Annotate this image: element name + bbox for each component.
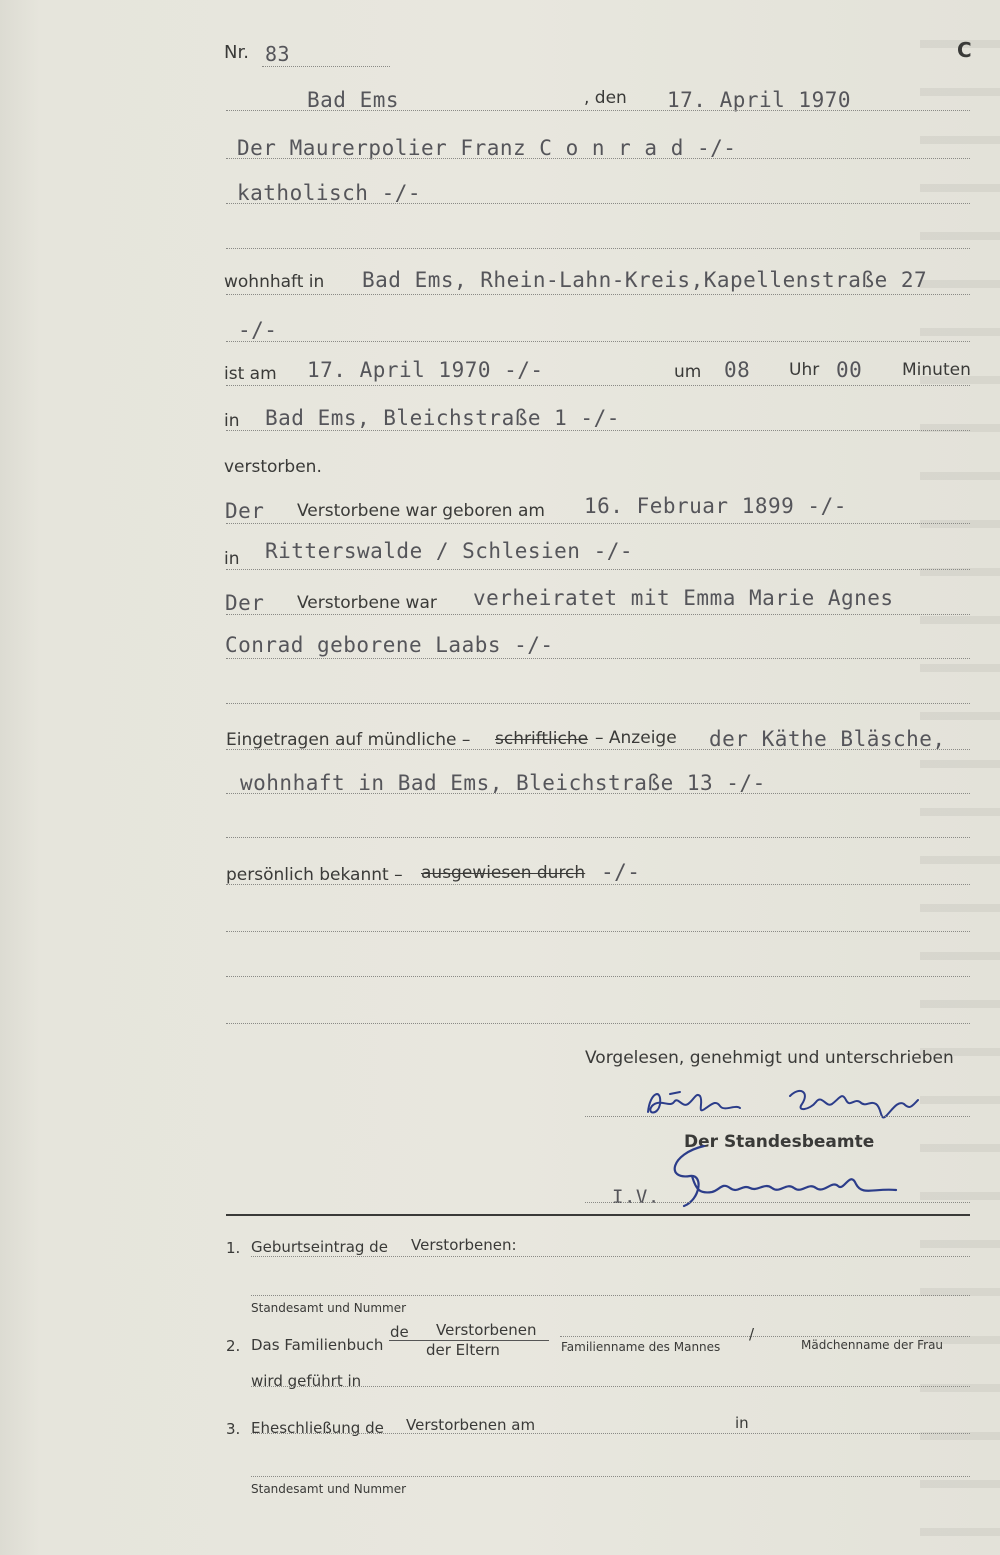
footer-item1-rule (251, 1256, 970, 1257)
death-place-rule (226, 430, 970, 431)
footer-divider (226, 1214, 970, 1216)
footer-item3-num: 3. (226, 1420, 241, 1438)
footer-item1-value: Verstorbenen: (411, 1236, 517, 1254)
footer-item2-label: Das Familienbuch (251, 1336, 384, 1354)
um-label: um (674, 362, 702, 382)
minuten-label: Minuten (902, 360, 971, 380)
person-line-3-rule (226, 248, 970, 249)
footer-item3-label: Eheschließung de (251, 1419, 384, 1437)
death-place: Bad Ems, Bleichstraße 1 -/- (265, 406, 620, 430)
footer-item1-num: 1. (226, 1239, 241, 1257)
birth-label: Verstorbene war geboren am (297, 501, 545, 521)
uhr-label: Uhr (789, 360, 820, 380)
identity-value: -/- (601, 860, 641, 884)
footer-item2-slash: / (749, 1325, 755, 1343)
residence-rule (226, 294, 970, 295)
registrar-label: Der Standesbeamte (684, 1132, 875, 1152)
footer-item3-rule-2 (251, 1476, 970, 1477)
identity-label-strike: ausgewiesen durch (421, 863, 586, 883)
registrar-signature-rule (585, 1202, 970, 1203)
report-rule-1 (226, 749, 970, 750)
footer-item1-label: Geburtseintrag de (251, 1238, 388, 1256)
report-value-1: der Käthe Bläsche, (709, 727, 946, 751)
identity-rule-3 (226, 976, 970, 977)
identity-rule-1 (226, 884, 970, 885)
birth-place-label: in (224, 549, 240, 569)
header-line (226, 110, 970, 111)
footer-item2-opt1: Verstorbenen (436, 1321, 537, 1339)
birth-place-rule (226, 569, 970, 570)
footer-item2-caption-man: Familienname des Mannes (561, 1340, 721, 1354)
footer-item1-caption: Standesamt und Nummer (251, 1301, 407, 1315)
footer-item3-in: in (735, 1414, 749, 1432)
nr-value: 83 (265, 42, 291, 66)
verstorben-label: verstorben. (224, 457, 322, 477)
report-rule-3 (226, 837, 970, 838)
person-line-2-rule (226, 203, 970, 204)
corner-letter: C (957, 38, 972, 62)
marital-value-2: Conrad geborene Laabs -/- (225, 633, 554, 657)
identity-label-a: persönlich bekannt – (226, 865, 403, 885)
residence-label: wohnhaft in (224, 272, 325, 292)
registrar-signature (660, 1140, 910, 1210)
nr-line (262, 66, 390, 67)
report-label-a: Eingetragen auf mündliche – (226, 730, 471, 750)
identity-rule-2 (226, 931, 970, 932)
marital-value-1: verheiratet mit Emma Marie Agnes (473, 586, 894, 610)
death-date: 17. April 1970 -/- (307, 358, 544, 382)
footer-item2-kept: wird geführt in (251, 1372, 362, 1390)
marital-rule-1 (226, 614, 970, 615)
birth-date: 16. Februar 1899 -/- (584, 494, 847, 518)
death-hour: 08 (724, 358, 751, 382)
death-date-label: ist am (224, 364, 277, 384)
footer-item2-rule (251, 1386, 970, 1387)
birth-date-rule (226, 523, 970, 524)
birth-place: Ritterswalde / Schlesien -/- (265, 539, 634, 563)
report-label-strike: schriftliche (495, 729, 589, 749)
den-label: , den (584, 88, 627, 108)
residence-value-cont: -/- (238, 318, 278, 342)
birth-der-label: Der (225, 499, 265, 523)
report-rule-2 (226, 793, 970, 794)
identity-rule-4 (226, 1023, 970, 1024)
footer-item2-de: de (390, 1323, 409, 1341)
death-place-label: in (224, 411, 240, 431)
person-line-2: katholisch -/- (237, 181, 422, 205)
footer-item1-rule-2 (251, 1295, 970, 1296)
death-minutes: 00 (836, 358, 863, 382)
iv-label: I.V. (612, 1186, 660, 1208)
read-approved-label: Vorgelesen, genehmigt und unterschrieben (585, 1048, 954, 1068)
marital-label: Verstorbene war (297, 593, 437, 613)
footer-item3-rule (251, 1433, 970, 1434)
footer-item2-num: 2. (226, 1337, 241, 1355)
header-place: Bad Ems (307, 88, 400, 112)
report-value-2: wohnhaft in Bad Ems, Bleichstraße 13 -/- (240, 771, 766, 795)
footer-item2-name-rule (560, 1336, 970, 1337)
report-label-b: – Anzeige (595, 728, 677, 748)
informant-signature (640, 1082, 930, 1130)
footer-item2-caption-woman: Mädchenname der Frau (801, 1338, 944, 1352)
residence-value: Bad Ems, Rhein-Lahn-Kreis,Kapellenstraße 27 (362, 268, 928, 292)
death-date-rule (226, 385, 970, 386)
footer-item2-opt2: der Eltern (426, 1341, 500, 1359)
informant-signature-rule (585, 1116, 970, 1117)
marital-der-label: Der (225, 591, 265, 615)
marital-rule-2 (226, 658, 970, 659)
nr-label: Nr. (224, 42, 249, 63)
footer-item3-value: Verstorbenen am (406, 1416, 536, 1434)
bleed-through-shadow (920, 0, 1000, 1555)
footer-item3-caption: Standesamt und Nummer (251, 1482, 407, 1496)
person-line-1: Der Maurerpolier Franz C o n r a d -/- (237, 136, 737, 160)
residence-rule-2 (226, 341, 970, 342)
marital-rule-3 (226, 703, 970, 704)
header-date: 17. April 1970 (667, 88, 852, 112)
person-line-1-rule (226, 158, 970, 159)
